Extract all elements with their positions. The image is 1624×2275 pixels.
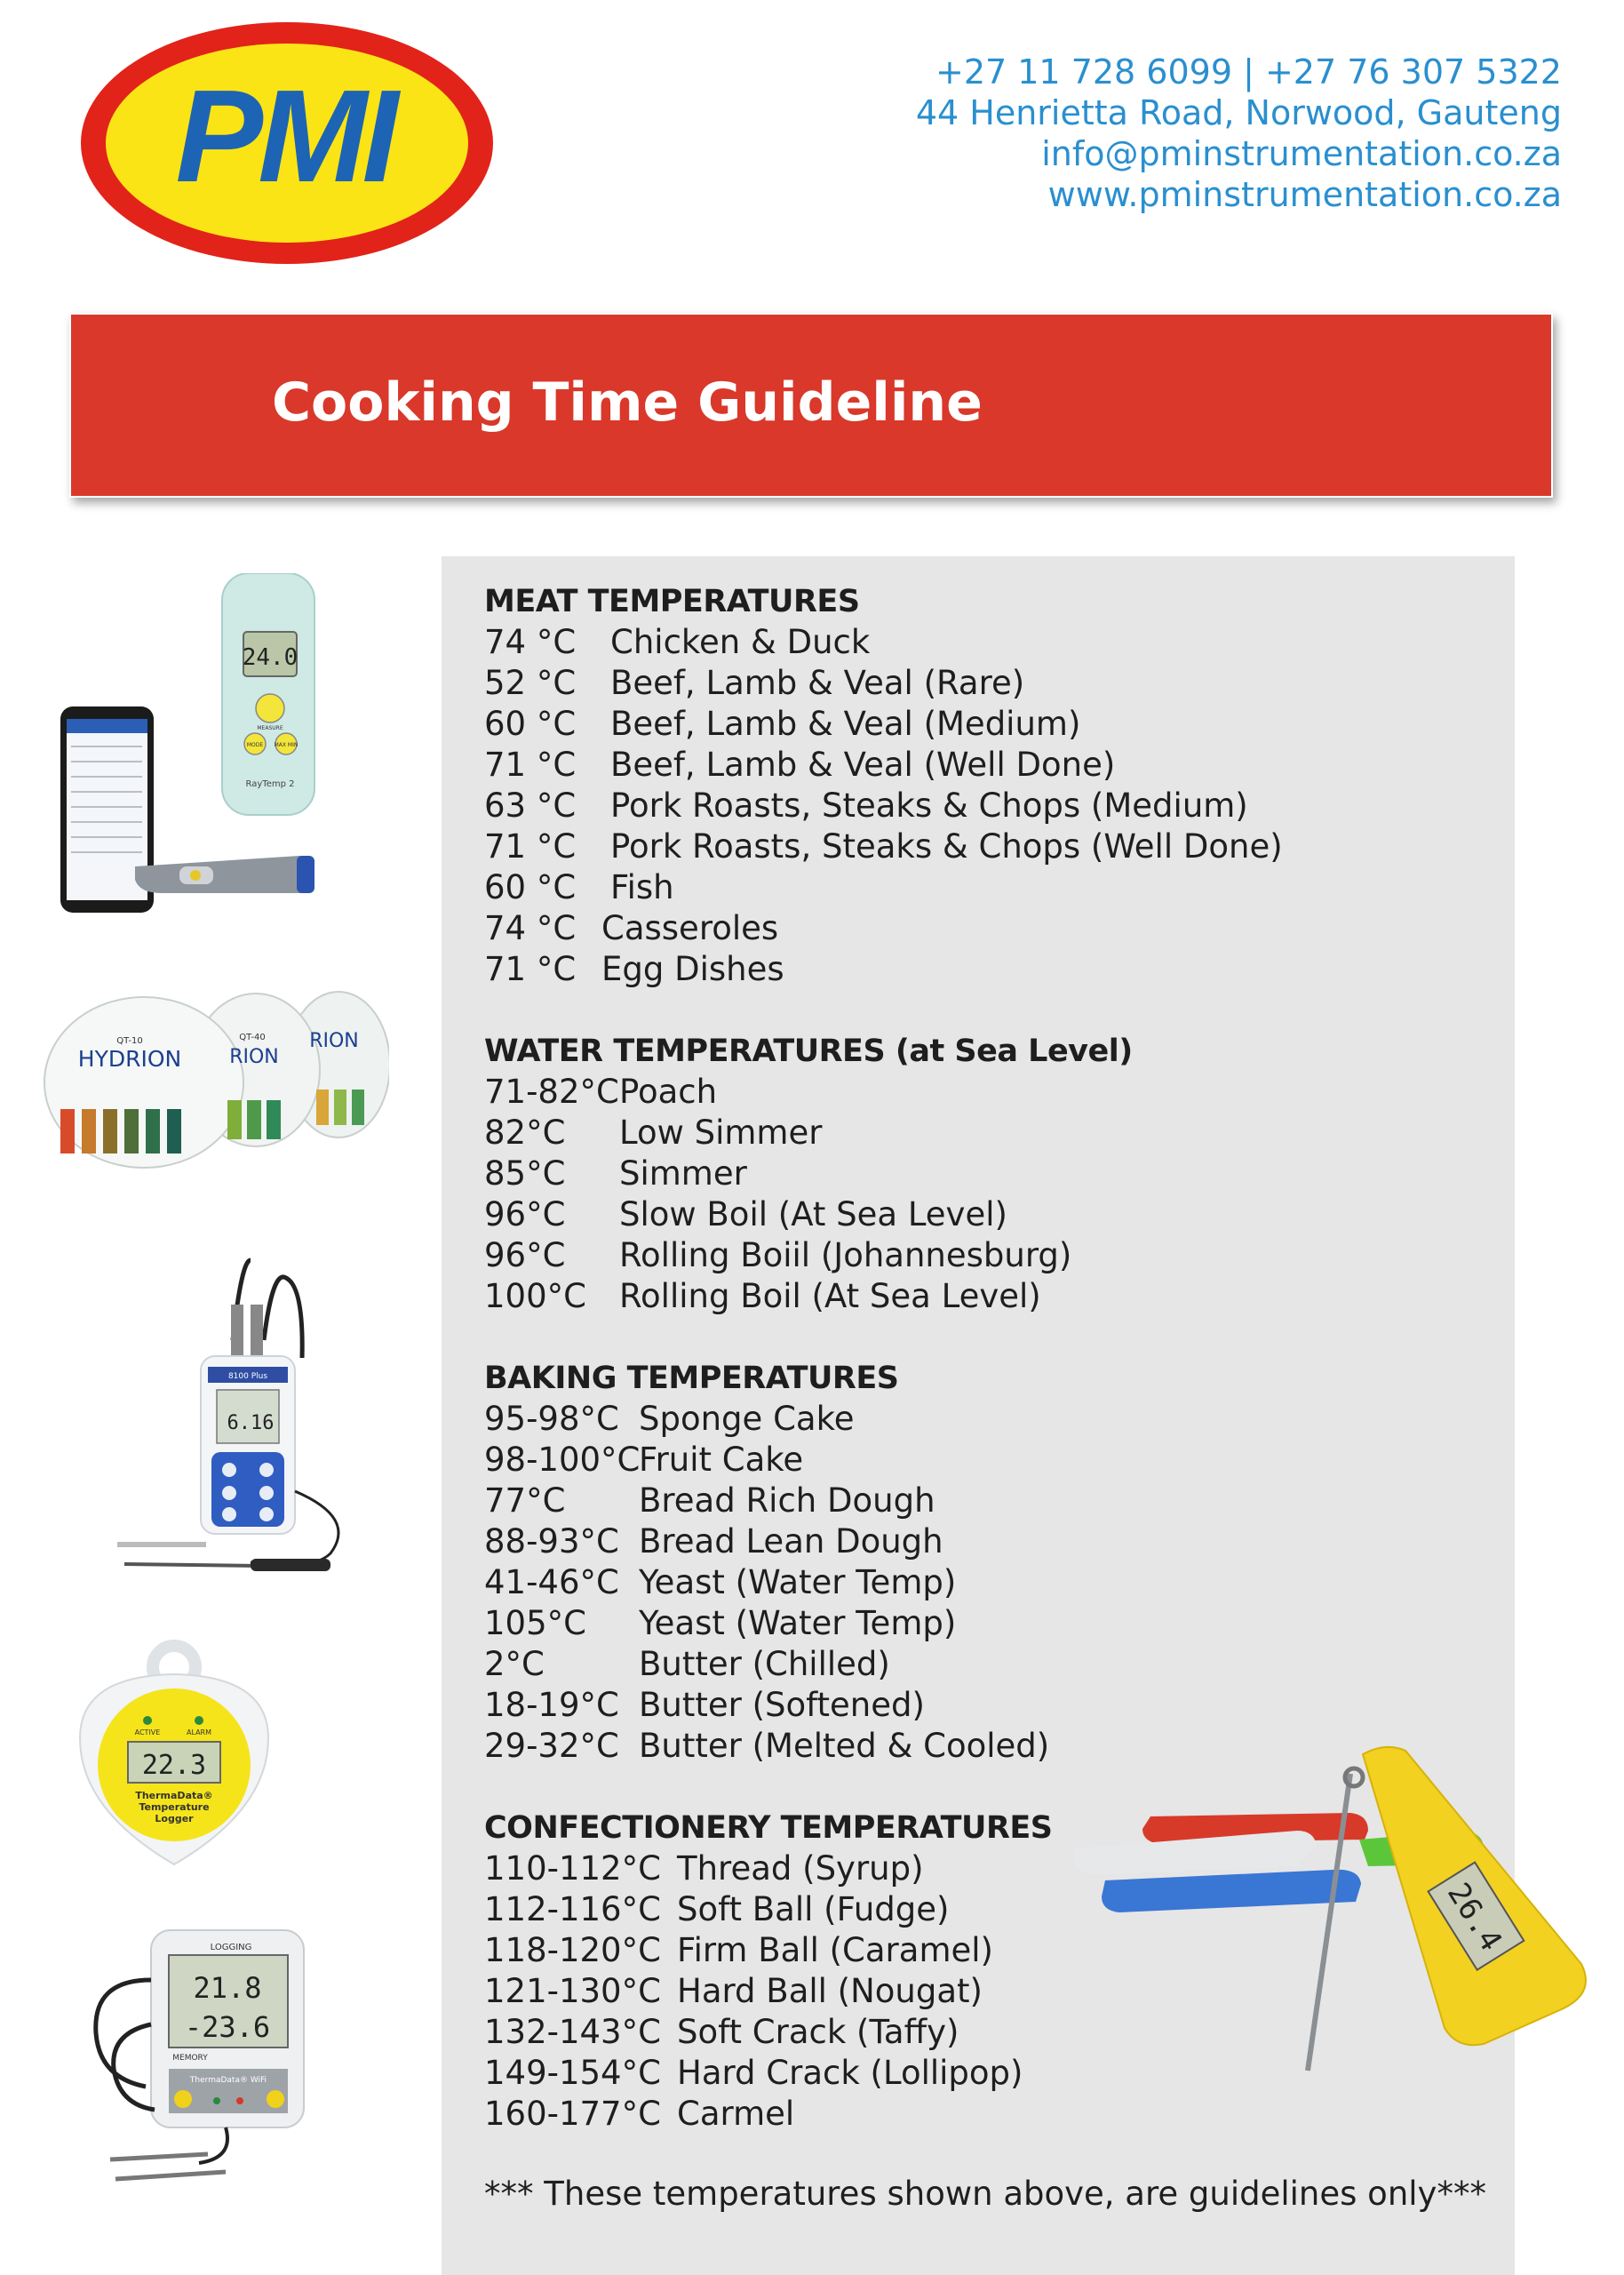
list-item: 88-93°C Bread Lean Dough (484, 1522, 943, 1561)
contact-email[interactable]: info@pminstrumentation.co.za (1041, 134, 1562, 173)
list-item: 149-154°C Hard Crack (Lollipop) (484, 2054, 1023, 2092)
meat-heading: MEAT TEMPERATURES (484, 584, 860, 619)
baking-section (484, 1358, 1515, 1767)
list-item: 132-143°C Soft Crack (Taffy) (484, 2013, 959, 2051)
confectionery-heading: CONFECTIONERY TEMPERATURES (484, 1810, 1053, 1846)
water-heading: WATER TEMPERATURES (at Sea Level) (484, 1034, 1133, 1069)
svg-text:ACTIVE: ACTIVE (134, 1728, 161, 1736)
list-item: 112-116°C Soft Ball (Fudge) (484, 1890, 950, 1928)
list-item: 121-130°C Hard Ball (Nougat) (484, 1972, 983, 2010)
list-item: 60 °C Fish (484, 868, 674, 906)
thermapen-product-image (1066, 1742, 1590, 2079)
list-item: 29-32°C Butter (Melted & Cooled) (484, 1727, 1050, 1765)
list-item: 77°C Bread Rich Dough (484, 1481, 935, 1520)
list-item: 118-120°C Firm Ball (Caramel) (484, 1931, 993, 1969)
list-item: 63 °C Pork Roasts, Steaks & Chops (Medium) (484, 786, 1248, 825)
raytemp-model: RayTemp 2 (245, 779, 295, 789)
svg-text:RION: RION (229, 1046, 279, 1068)
contact-address: 44 Henrietta Road, Norwood, Gauteng (915, 93, 1562, 132)
svg-text:QT-40: QT-40 (239, 1033, 266, 1042)
baking-heading: BAKING TEMPERATURES (484, 1361, 899, 1396)
list-item: 74 °C Casseroles (484, 909, 779, 947)
svg-text:ALARM: ALARM (186, 1728, 212, 1736)
list-item: 52 °C Beef, Lamb & Veal (Rare) (484, 664, 1025, 702)
svg-text:RION: RION (309, 1030, 359, 1052)
svg-text:QT-10: QT-10 (116, 1036, 143, 1046)
list-item: 160-177°C Carmel (484, 2095, 795, 2133)
svg-text:MAX MIN: MAX MIN (274, 742, 299, 748)
list-item: 60 °C Beef, Lamb & Veal (Medium) (484, 705, 1081, 743)
list-item: 71 °C Pork Roasts, Steaks & Chops (Well Done) (484, 827, 1283, 866)
water-section (484, 1031, 1515, 1317)
list-item: 105°C Yeast (Water Temp) (484, 1604, 957, 1642)
list-item: 82°C Low Simmer (484, 1114, 823, 1152)
list-item: 71 °C Beef, Lamb & Veal (Well Done) (484, 746, 1116, 784)
svg-text:ThermaData® WiFi: ThermaData® WiFi (189, 2076, 267, 2085)
pmi-logo (78, 20, 496, 267)
list-item: 2°C Butter (Chilled) (484, 1645, 890, 1683)
list-item: 41-46°C Yeast (Water Temp) (484, 1563, 957, 1601)
wifi-logger-product-image (92, 1927, 314, 2190)
raytemp-display: 24.0 (242, 644, 299, 671)
meat-section (484, 581, 1515, 990)
svg-text:8100 Plus: 8100 Plus (227, 1372, 268, 1381)
list-item: 96°C Slow Boil (At Sea Level) (484, 1195, 1007, 1233)
list-item: 95-98°C Sponge Cake (484, 1400, 855, 1438)
raytemp-product-image (55, 573, 322, 920)
logger-brand: ThermaData® Temperature Logger (135, 1790, 213, 1824)
thermapen-display: 26.4 (1440, 1876, 1509, 1958)
list-item: 110-112°C Thread (Syrup) (484, 1849, 924, 1888)
svg-text:21.8: 21.8 (193, 1971, 262, 2005)
list-item: 98-100°C Fruit Cake (484, 1441, 804, 1479)
hydrion-product-image (41, 985, 389, 1173)
list-item: 85°C Simmer (484, 1154, 747, 1193)
ph-meter-display: 6.16 (227, 1412, 275, 1434)
logo-text: PMI (175, 63, 394, 210)
logger-product-image (62, 1632, 286, 1870)
svg-text:MEASURE: MEASURE (257, 725, 283, 731)
list-item: 71-82°C Poach (484, 1073, 718, 1111)
hydrion-brand: HYDRION (77, 1046, 182, 1072)
contact-website[interactable]: www.pminstrumentation.co.za (1047, 175, 1562, 214)
svg-text:LOGGING: LOGGING (210, 1943, 252, 1952)
svg-text:MEMORY: MEMORY (172, 2054, 208, 2063)
logger-display: 22.3 (141, 1750, 207, 1781)
list-item: 96°C Rolling Boiil (Johannesburg) (484, 1236, 1072, 1274)
list-item: 71 °C Egg Dishes (484, 950, 784, 988)
ph-meter-product-image (108, 1251, 375, 1573)
guideline-note: *** These temperatures shown above, are guidelines only*** (484, 2175, 1486, 2213)
list-item: 100°C Rolling Boil (At Sea Level) (484, 1277, 1041, 1315)
title-banner (69, 313, 1553, 498)
contact-phones: +27 11 728 6099 | +27 76 307 5322 (935, 52, 1562, 92)
contact-block (916, 52, 1562, 215)
list-item: 18-19°C Butter (Softened) (484, 1686, 925, 1724)
page-title: Cooking Time Guideline (272, 371, 983, 434)
svg-text:-23.6: -23.6 (184, 2010, 271, 2044)
list-item: 74 °C Chicken & Duck (484, 623, 871, 661)
svg-text:MODE: MODE (246, 742, 264, 748)
